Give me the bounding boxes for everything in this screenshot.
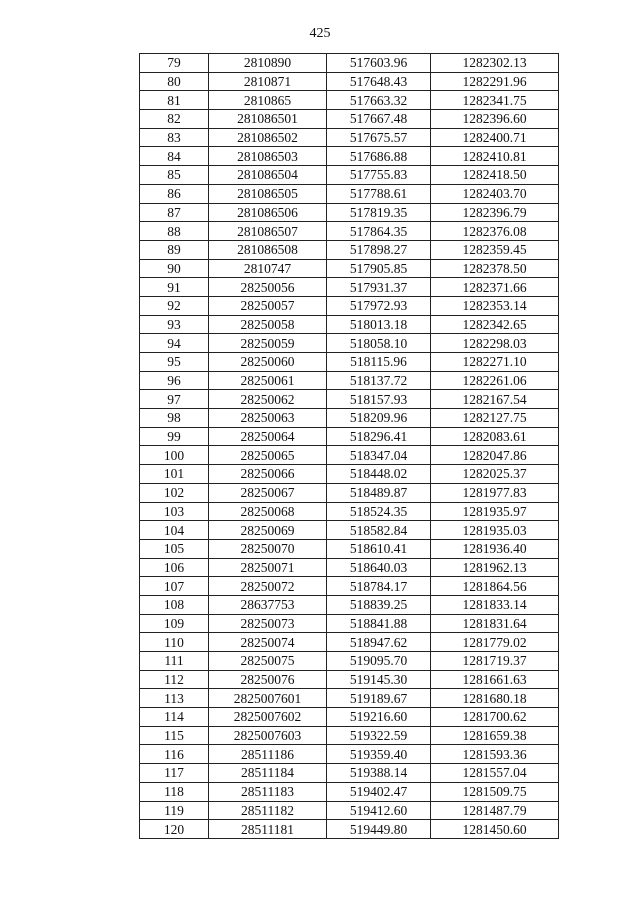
x-coordinate-cell: 518582.84 <box>327 521 431 540</box>
x-coordinate-cell: 518524.35 <box>327 502 431 521</box>
y-coordinate-cell: 1282302.13 <box>431 54 559 73</box>
x-coordinate-cell: 517686.88 <box>327 147 431 166</box>
table-row <box>140 334 559 353</box>
point-id-cell: 28637753 <box>209 595 327 614</box>
point-id-cell: 28250059 <box>209 334 327 353</box>
y-coordinate-cell: 1281962.13 <box>431 558 559 577</box>
y-coordinate-cell: 1281509.75 <box>431 782 559 801</box>
point-number-cell: 108 <box>140 595 209 614</box>
table-row <box>140 371 559 390</box>
y-coordinate-cell: 1281935.97 <box>431 502 559 521</box>
point-number-cell: 82 <box>140 110 209 129</box>
point-number-cell: 93 <box>140 315 209 334</box>
x-coordinate-cell: 519216.60 <box>327 708 431 727</box>
x-coordinate-cell: 519322.59 <box>327 726 431 745</box>
x-coordinate-cell: 517663.32 <box>327 91 431 110</box>
x-coordinate-cell: 518640.03 <box>327 558 431 577</box>
x-coordinate-cell: 518947.62 <box>327 633 431 652</box>
y-coordinate-cell: 1281936.40 <box>431 539 559 558</box>
x-coordinate-cell: 518784.17 <box>327 577 431 596</box>
y-coordinate-cell: 1281661.63 <box>431 670 559 689</box>
y-coordinate-cell: 1282025.37 <box>431 465 559 484</box>
point-id-cell: 28511181 <box>209 820 327 839</box>
table-row <box>140 54 559 73</box>
x-coordinate-cell: 519095.70 <box>327 652 431 671</box>
point-number-cell: 85 <box>140 166 209 185</box>
point-id-cell: 28511183 <box>209 782 327 801</box>
table-row <box>140 72 559 91</box>
point-number-cell: 98 <box>140 409 209 428</box>
y-coordinate-cell: 1282047.86 <box>431 446 559 465</box>
table-row <box>140 521 559 540</box>
y-coordinate-cell: 1281593.36 <box>431 745 559 764</box>
y-coordinate-cell: 1282353.14 <box>431 296 559 315</box>
point-number-cell: 119 <box>140 801 209 820</box>
point-id-cell: 281086503 <box>209 147 327 166</box>
table-row <box>140 577 559 596</box>
x-coordinate-cell: 517905.85 <box>327 259 431 278</box>
x-coordinate-cell: 517788.61 <box>327 184 431 203</box>
point-number-cell: 84 <box>140 147 209 166</box>
point-id-cell: 28511184 <box>209 764 327 783</box>
point-number-cell: 87 <box>140 203 209 222</box>
point-id-cell: 28250066 <box>209 465 327 484</box>
x-coordinate-cell: 518347.04 <box>327 446 431 465</box>
point-number-cell: 86 <box>140 184 209 203</box>
x-coordinate-cell: 517864.35 <box>327 222 431 241</box>
table-row <box>140 502 559 521</box>
table-row <box>140 539 559 558</box>
table-row <box>140 558 559 577</box>
y-coordinate-cell: 1282371.66 <box>431 278 559 297</box>
point-id-cell: 281086507 <box>209 222 327 241</box>
point-number-cell: 79 <box>140 54 209 73</box>
x-coordinate-cell: 518013.18 <box>327 315 431 334</box>
x-coordinate-cell: 518115.96 <box>327 353 431 372</box>
point-number-cell: 90 <box>140 259 209 278</box>
point-id-cell: 2825007601 <box>209 689 327 708</box>
point-number-cell: 101 <box>140 465 209 484</box>
y-coordinate-cell: 1282261.06 <box>431 371 559 390</box>
y-coordinate-cell: 1282127.75 <box>431 409 559 428</box>
point-id-cell: 281086502 <box>209 128 327 147</box>
x-coordinate-cell: 518448.02 <box>327 465 431 484</box>
x-coordinate-cell: 519402.47 <box>327 782 431 801</box>
table-row <box>140 409 559 428</box>
point-number-cell: 102 <box>140 483 209 502</box>
point-number-cell: 97 <box>140 390 209 409</box>
y-coordinate-cell: 1281487.79 <box>431 801 559 820</box>
x-coordinate-cell: 518157.93 <box>327 390 431 409</box>
point-number-cell: 89 <box>140 240 209 259</box>
table-row <box>140 446 559 465</box>
y-coordinate-cell: 1282378.50 <box>431 259 559 278</box>
table-row <box>140 166 559 185</box>
x-coordinate-cell: 519449.80 <box>327 820 431 839</box>
point-id-cell: 281086508 <box>209 240 327 259</box>
point-number-cell: 109 <box>140 614 209 633</box>
point-id-cell: 281086506 <box>209 203 327 222</box>
y-coordinate-cell: 1282396.60 <box>431 110 559 129</box>
point-number-cell: 113 <box>140 689 209 708</box>
y-coordinate-cell: 1282167.54 <box>431 390 559 409</box>
point-id-cell: 28250074 <box>209 633 327 652</box>
point-id-cell: 2825007602 <box>209 708 327 727</box>
y-coordinate-cell: 1282083.61 <box>431 427 559 446</box>
point-number-cell: 83 <box>140 128 209 147</box>
x-coordinate-cell: 519189.67 <box>327 689 431 708</box>
y-coordinate-cell: 1281719.37 <box>431 652 559 671</box>
point-number-cell: 100 <box>140 446 209 465</box>
point-number-cell: 95 <box>140 353 209 372</box>
y-coordinate-cell: 1281450.60 <box>431 820 559 839</box>
table-row <box>140 670 559 689</box>
point-id-cell: 28250063 <box>209 409 327 428</box>
point-id-cell: 28250062 <box>209 390 327 409</box>
table-row <box>140 222 559 241</box>
x-coordinate-cell: 518489.87 <box>327 483 431 502</box>
point-id-cell: 28250058 <box>209 315 327 334</box>
x-coordinate-cell: 517898.27 <box>327 240 431 259</box>
point-id-cell: 28250067 <box>209 483 327 502</box>
x-coordinate-cell: 517819.35 <box>327 203 431 222</box>
y-coordinate-cell: 1282298.03 <box>431 334 559 353</box>
point-id-cell: 28250069 <box>209 521 327 540</box>
table-row <box>140 483 559 502</box>
point-number-cell: 105 <box>140 539 209 558</box>
coordinates-table <box>139 53 559 839</box>
coordinates-table-body <box>140 54 559 839</box>
point-number-cell: 116 <box>140 745 209 764</box>
table-row <box>140 652 559 671</box>
point-number-cell: 110 <box>140 633 209 652</box>
y-coordinate-cell: 1281779.02 <box>431 633 559 652</box>
x-coordinate-cell: 519388.14 <box>327 764 431 783</box>
table-row <box>140 614 559 633</box>
x-coordinate-cell: 517667.48 <box>327 110 431 129</box>
point-id-cell: 2810890 <box>209 54 327 73</box>
table-row <box>140 296 559 315</box>
table-row <box>140 745 559 764</box>
point-number-cell: 118 <box>140 782 209 801</box>
y-coordinate-cell: 1281557.04 <box>431 764 559 783</box>
x-coordinate-cell: 518058.10 <box>327 334 431 353</box>
y-coordinate-cell: 1281680.18 <box>431 689 559 708</box>
point-number-cell: 114 <box>140 708 209 727</box>
point-number-cell: 112 <box>140 670 209 689</box>
point-id-cell: 28250068 <box>209 502 327 521</box>
point-id-cell: 28250064 <box>209 427 327 446</box>
table-row <box>140 689 559 708</box>
point-id-cell: 28250057 <box>209 296 327 315</box>
point-id-cell: 28250056 <box>209 278 327 297</box>
point-number-cell: 91 <box>140 278 209 297</box>
y-coordinate-cell: 1282410.81 <box>431 147 559 166</box>
y-coordinate-cell: 1282359.45 <box>431 240 559 259</box>
table-row <box>140 259 559 278</box>
point-id-cell: 28511182 <box>209 801 327 820</box>
y-coordinate-cell: 1281659.38 <box>431 726 559 745</box>
point-id-cell: 28250076 <box>209 670 327 689</box>
table-row <box>140 203 559 222</box>
y-coordinate-cell: 1281977.83 <box>431 483 559 502</box>
table-row <box>140 353 559 372</box>
point-number-cell: 80 <box>140 72 209 91</box>
point-number-cell: 103 <box>140 502 209 521</box>
x-coordinate-cell: 517931.37 <box>327 278 431 297</box>
point-id-cell: 28250070 <box>209 539 327 558</box>
point-number-cell: 92 <box>140 296 209 315</box>
x-coordinate-cell: 517648.43 <box>327 72 431 91</box>
point-number-cell: 94 <box>140 334 209 353</box>
point-id-cell: 2810747 <box>209 259 327 278</box>
table-row <box>140 764 559 783</box>
point-id-cell: 281086505 <box>209 184 327 203</box>
point-number-cell: 117 <box>140 764 209 783</box>
x-coordinate-cell: 519145.30 <box>327 670 431 689</box>
point-number-cell: 88 <box>140 222 209 241</box>
x-coordinate-cell: 519412.60 <box>327 801 431 820</box>
x-coordinate-cell: 517755.83 <box>327 166 431 185</box>
point-number-cell: 81 <box>140 91 209 110</box>
page-number: 425 <box>309 26 331 41</box>
x-coordinate-cell: 518610.41 <box>327 539 431 558</box>
y-coordinate-cell: 1281831.64 <box>431 614 559 633</box>
point-id-cell: 281086501 <box>209 110 327 129</box>
point-id-cell: 2825007603 <box>209 726 327 745</box>
table-row <box>140 390 559 409</box>
point-number-cell: 99 <box>140 427 209 446</box>
x-coordinate-cell: 518839.25 <box>327 595 431 614</box>
point-number-cell: 104 <box>140 521 209 540</box>
point-id-cell: 28250060 <box>209 353 327 372</box>
point-id-cell: 2810865 <box>209 91 327 110</box>
table-row <box>140 708 559 727</box>
point-number-cell: 96 <box>140 371 209 390</box>
table-row <box>140 184 559 203</box>
table-row <box>140 240 559 259</box>
x-coordinate-cell: 517675.57 <box>327 128 431 147</box>
table-row <box>140 633 559 652</box>
x-coordinate-cell: 518841.88 <box>327 614 431 633</box>
y-coordinate-cell: 1282403.70 <box>431 184 559 203</box>
y-coordinate-cell: 1281935.03 <box>431 521 559 540</box>
x-coordinate-cell: 517603.96 <box>327 54 431 73</box>
point-id-cell: 28250061 <box>209 371 327 390</box>
point-number-cell: 111 <box>140 652 209 671</box>
table-row <box>140 147 559 166</box>
x-coordinate-cell: 518137.72 <box>327 371 431 390</box>
x-coordinate-cell: 519359.40 <box>327 745 431 764</box>
point-id-cell: 28511186 <box>209 745 327 764</box>
table-row <box>140 465 559 484</box>
point-id-cell: 28250073 <box>209 614 327 633</box>
table-row <box>140 91 559 110</box>
point-id-cell: 28250071 <box>209 558 327 577</box>
y-coordinate-cell: 1282291.96 <box>431 72 559 91</box>
table-row <box>140 782 559 801</box>
y-coordinate-cell: 1281833.14 <box>431 595 559 614</box>
y-coordinate-cell: 1282341.75 <box>431 91 559 110</box>
point-id-cell: 28250072 <box>209 577 327 596</box>
y-coordinate-cell: 1281864.56 <box>431 577 559 596</box>
point-number-cell: 115 <box>140 726 209 745</box>
table-row <box>140 820 559 839</box>
y-coordinate-cell: 1282271.10 <box>431 353 559 372</box>
point-id-cell: 28250075 <box>209 652 327 671</box>
table-row <box>140 110 559 129</box>
point-number-cell: 120 <box>140 820 209 839</box>
point-id-cell: 2810871 <box>209 72 327 91</box>
x-coordinate-cell: 517972.93 <box>327 296 431 315</box>
table-row <box>140 278 559 297</box>
x-coordinate-cell: 518209.96 <box>327 409 431 428</box>
y-coordinate-cell: 1282376.08 <box>431 222 559 241</box>
point-number-cell: 107 <box>140 577 209 596</box>
table-row <box>140 801 559 820</box>
point-id-cell: 28250065 <box>209 446 327 465</box>
table-row <box>140 726 559 745</box>
table-row <box>140 427 559 446</box>
x-coordinate-cell: 518296.41 <box>327 427 431 446</box>
point-id-cell: 281086504 <box>209 166 327 185</box>
y-coordinate-cell: 1282400.71 <box>431 128 559 147</box>
table-row <box>140 595 559 614</box>
table-row <box>140 128 559 147</box>
point-number-cell: 106 <box>140 558 209 577</box>
y-coordinate-cell: 1281700.62 <box>431 708 559 727</box>
y-coordinate-cell: 1282342.65 <box>431 315 559 334</box>
table-row <box>140 315 559 334</box>
y-coordinate-cell: 1282418.50 <box>431 166 559 185</box>
y-coordinate-cell: 1282396.79 <box>431 203 559 222</box>
